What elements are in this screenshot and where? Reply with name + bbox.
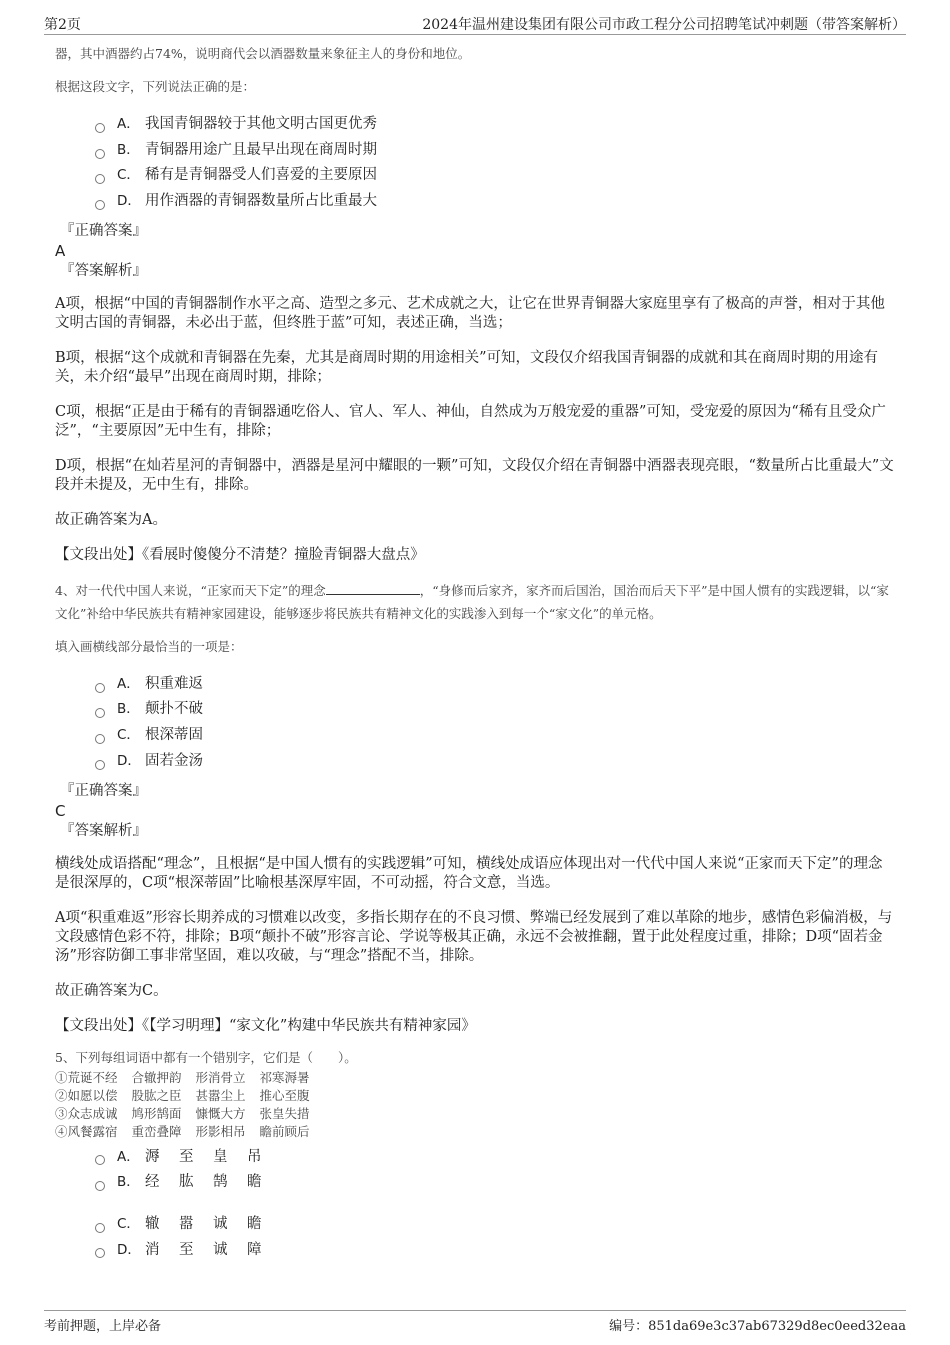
q4-option-a[interactable]: A． 积重难返 — [95, 672, 895, 698]
q3-analysis-a: A项，根据“中国的青铜器制作水平之高、造型之多元、艺术成就之大，让它在世界青铜器大家庭里享有了极高的声誉，相对于其他文明古国的青铜器，未必出于蓝，但终胜于蓝”可知，表述正确，当选； — [55, 295, 885, 331]
radio-icon[interactable] — [95, 174, 105, 184]
q4-analysis-others: A项“积重难返”形容长期养成的习惯难以改变，多指长期存在的不良习惯、弊端已经发展到了难以革除的地步，感情色彩偏消极，与文段感情色彩不符，排除；B项“颠扑不破”形容言论、学说等极其正确，永远不会被推翻，置于此处程度过重，排除；D项“固若金汤”形容防御工事非常坚固，难以攻破，与“理念”搭配不当，排除。 — [55, 909, 893, 964]
q3-analysis-d: D项，根据“在灿若星河的青铜器中，酒器是星河中耀眼的一颗”可知，文段仅介绍在青铜器中酒器表现亮眼，“数量所占比重最大”文段并未提及，无中生有，排除。 — [55, 457, 894, 493]
q5-option-b[interactable]: B． 经 肱 鹄 瞻 — [95, 1170, 895, 1196]
page-content — [55, 40, 895, 1263]
q4-analysis-main: 横线处成语搭配“理念”，且根据“是中国人惯有的实践逻辑”可知，横线处成语应体现出对一代代中国人来说“正家而天下定”的理念是很深厚的，C项“根深蒂固”比喻根基深厚牢固，不可动摇，符合文意，当选。 — [55, 855, 883, 891]
q3-stem-continuation: 器，其中酒器约占74%，说明商代会以酒器数量来象征主人的身份和地位。 — [55, 46, 471, 61]
document-code: 编号：851da69e3c37ab67329d8ec0eed32eaa — [609, 1319, 906, 1334]
answer-blank — [326, 582, 420, 595]
q3-analysis-b: B项，根据“这个成就和青铜器在先秦，尤其是商周时期的用途相关”可知，文段仅介绍我国青铜器的成就和其在商周时期的用途有关，未介绍“最早”出现在商周时期，排除； — [55, 349, 878, 385]
q3-conclusion: 故正确答案为A。 — [55, 511, 167, 528]
page-number: 第2页 — [44, 17, 81, 33]
q3-answer: A — [55, 241, 66, 260]
page-header — [44, 12, 906, 35]
radio-icon[interactable] — [95, 1248, 105, 1258]
q4-answer-label: 『正确答案』 — [60, 782, 147, 799]
radio-icon[interactable] — [95, 200, 105, 210]
q5-option-d[interactable]: D． 消 至 诚 障 — [95, 1238, 895, 1264]
radio-icon[interactable] — [95, 760, 105, 770]
q4-option-c[interactable]: C． 根深蒂固 — [95, 723, 895, 749]
q3-prompt: 根据这段文字，下列说法正确的是： — [55, 79, 256, 94]
q4-source: 【文段出处】《【学习明理】“家文化”构建中华民族共有精神家园》 — [55, 1017, 476, 1034]
option-spacer — [95, 1196, 895, 1212]
radio-icon[interactable] — [95, 683, 105, 693]
q4-answer: C — [55, 801, 66, 820]
q4-options — [95, 672, 895, 775]
q3-options — [95, 112, 895, 215]
radio-icon[interactable] — [95, 1181, 105, 1191]
radio-icon[interactable] — [95, 734, 105, 744]
q3-source: 【文段出处】《看展时傻傻分不清楚？撞脸青铜器大盘点》 — [55, 546, 425, 563]
q5-group-3: ③众志成诚 鸠形鹄面 慷慨大方 张皇失措 — [55, 1105, 310, 1121]
document-title: 2024年温州建设集团有限公司市政工程分公司招聘笔试冲刺题（带答案解析） — [422, 17, 906, 33]
q3-option-c[interactable]: C． 稀有是青铜器受人们喜爱的主要原因 — [95, 163, 895, 189]
page-footer — [44, 1310, 906, 1335]
radio-icon[interactable] — [95, 1155, 105, 1165]
q3-analysis-label: 『答案解析』 — [60, 262, 147, 279]
q4-option-d[interactable]: D． 固若金汤 — [95, 749, 895, 775]
q5-stem: 5、下列每组词语中都有一个错别字，它们是（ ）。 — [55, 1049, 357, 1065]
q4-analysis-label: 『答案解析』 — [60, 822, 147, 839]
q5-group-1: ①荒诞不经 合辙押韵 形消骨立 祁寒溽暑 — [55, 1069, 310, 1085]
q3-analysis-c: C项，根据“正是由于稀有的青铜器通吃俗人、官人、军人、神仙，自然成为万般宠爱的重器”可知，受宠爱的原因为“稀有且受众广泛”，“主要原因”无中生有，排除； — [55, 403, 886, 439]
radio-icon[interactable] — [95, 123, 105, 133]
radio-icon[interactable] — [95, 1223, 105, 1233]
q5-option-a[interactable]: A． 溽 至 皇 吊 — [95, 1145, 895, 1171]
q4-prompt: 填入画横线部分最恰当的一项是： — [55, 638, 243, 654]
q5-options — [95, 1145, 895, 1264]
q3-answer-label: 『正确答案』 — [60, 222, 147, 239]
q5-group-4: ④风餐露宿 重峦叠障 形影相吊 瞻前顾后 — [55, 1123, 310, 1139]
radio-icon[interactable] — [95, 708, 105, 718]
q3-option-d[interactable]: D． 用作酒器的青铜器数量所占比重最大 — [95, 189, 895, 215]
q4-conclusion: 故正确答案为C。 — [55, 982, 168, 999]
q4-stem: 4、对一代代中国人来说，“正家而天下定”的理念 ，“身修而后家齐，家齐而后国治，国治而后天下平”是中国人惯有的实践逻辑，以“家文化”补给中华民族共有精神家园建设，能够逐步将民族共有精神文化的实践渗入到每一个“家文化”的单元格。 — [55, 582, 889, 621]
q5-option-c[interactable]: C． 辙 嚣 诚 瞻 — [95, 1212, 895, 1238]
q3-option-a[interactable]: A． 我国青铜器较于其他文明古国更优秀 — [95, 112, 895, 138]
footer-slogan: 考前押题，上岸必备 — [44, 1319, 162, 1334]
q3-option-b[interactable]: B． 青铜器用途广且最早出现在商周时期 — [95, 138, 895, 164]
q5-group-2: ②如愿以偿 股肱之臣 甚嚣尘上 推心至腹 — [55, 1087, 310, 1103]
q4-option-b[interactable]: B． 颠扑不破 — [95, 697, 895, 723]
radio-icon[interactable] — [95, 149, 105, 159]
q5-word-groups — [55, 1069, 895, 1141]
